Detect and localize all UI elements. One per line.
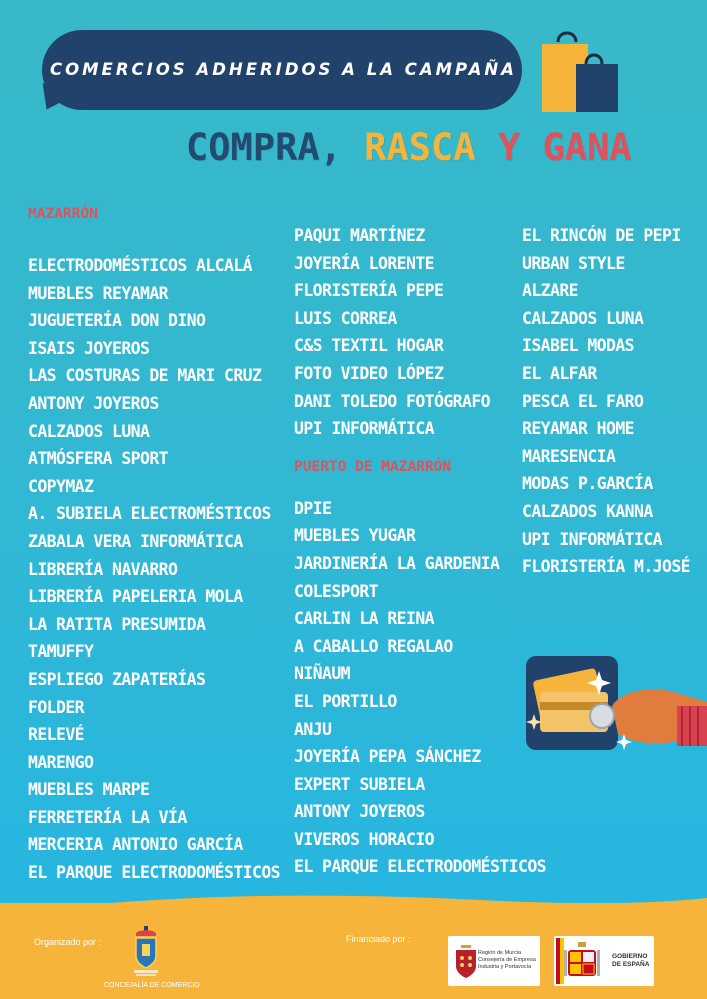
section-heading-puerto: PUERTO DE MAZARRÓN (294, 458, 452, 475)
shop-item: PESCA EL FARO (522, 391, 644, 411)
shop-item: NIÑAUM (294, 664, 351, 684)
financed-by-label: Financiado por : (346, 934, 411, 944)
shop-item: VIVEROS HORACIO (294, 829, 435, 849)
shop-item: TAMUFFY (28, 642, 94, 662)
shop-item: JOYERÍA LORENTE (294, 253, 435, 273)
shop-item: LIBRERÍA PAPELERIA MOLA (28, 587, 243, 607)
campaign-title (186, 126, 632, 169)
shop-item: LAS COSTURAS DE MARI CRUZ (28, 366, 262, 386)
shop-item: ESPLIEGO ZAPATERÍAS (28, 669, 206, 689)
shop-item: DANI TOLEDO FOTÓGRAFO (294, 391, 491, 411)
shop-list-puerto-cont (522, 222, 690, 581)
shop-item: LIBRERÍA NAVARRO (28, 559, 178, 579)
gobierno-espana-logo (554, 936, 654, 986)
shop-item: CALZADOS LUNA (28, 421, 150, 441)
shop-item: COPYMAZ (28, 476, 94, 496)
card-payment-icon (522, 650, 707, 760)
region-murcia-logo (448, 936, 540, 986)
shop-item: ANJU (294, 719, 332, 739)
shop-item: EL PARQUE ELECTRODOMÉSTICOS (28, 863, 281, 883)
shop-item: PAQUI MARTÍNEZ (294, 226, 425, 245)
murcia-crest-icon (453, 942, 479, 980)
shop-item: MUEBLES YUGAR (294, 526, 416, 546)
column-mazarron (28, 206, 280, 887)
shop-list-puerto (294, 495, 546, 881)
shop-item: FLORISTERÍA M.JOSÉ (522, 557, 691, 577)
shop-item: DPIE (294, 498, 332, 518)
shop-list-mazarron-cont (294, 222, 546, 443)
shop-item: JOYERÍA PEPA SÁNCHEZ (294, 747, 481, 767)
organizer-name: CONCEJALÍA DE COMERCIO (104, 982, 200, 989)
shop-item: EL ALFAR (522, 363, 597, 383)
shop-item: LA RATITA PRESUMIDA (28, 614, 206, 634)
shop-item: MUEBLES REYAMAR (28, 283, 169, 303)
section-heading-mazarron: MAZARRÓN (28, 206, 98, 222)
shop-item: MERCERIA ANTONIO GARCÍA (28, 835, 243, 855)
shopping-bags-icon (536, 28, 626, 118)
shop-item: UPI INFORMÁTICA (294, 419, 435, 439)
title-word-rasca: RASCA (364, 126, 476, 169)
shop-item: MODAS P.GARCÍA (522, 474, 653, 494)
spain-coat-of-arms-icon (556, 938, 610, 984)
column-middle (294, 222, 546, 881)
campaign-subtitle: COMERCIOS ADHERIDOS A LA CAMPAÑA (50, 60, 517, 79)
shop-item: EXPERT SUBIELA (294, 774, 425, 794)
shop-item: ANTONY JOYEROS (294, 802, 425, 822)
gobierno-logo-text: GOBIERNO DE ESPAÑA (612, 953, 650, 968)
shop-item: FERRETERÍA LA VÍA (28, 807, 187, 827)
shop-item: ISABEL MODAS (522, 336, 635, 356)
shop-item: LUIS CORREA (294, 308, 397, 328)
shop-item: ATMÓSFERA SPORT (28, 449, 169, 469)
title-word-compra: COMPRA, (186, 126, 342, 169)
shop-item: MARESENCIA (522, 446, 616, 466)
shop-item: JUGUETERÍA DON DINO (28, 311, 206, 331)
shop-item: ZABALA VERA INFORMÁTICA (28, 531, 243, 551)
shop-item: URBAN STYLE (522, 253, 625, 273)
shop-item: EL PARQUE ELECTRODOMÉSTICOS (294, 857, 547, 877)
shop-item: COLESPORT (294, 581, 379, 601)
shop-item: ELECTRODOMÉSTICOS ALCALÁ (28, 256, 253, 275)
shop-item: ALZARE (522, 281, 579, 301)
shop-item: CALZADOS KANNA (522, 501, 653, 521)
shop-item: MARENGO (28, 752, 94, 772)
shop-item: EL PORTILLO (294, 691, 397, 711)
shop-item: ANTONY JOYEROS (28, 393, 159, 413)
murcia-logo-text: Región de Murcia Consejería de Empresa Industria y Portavocía (478, 950, 536, 970)
shop-item: C&S TEXTIL HOGAR (294, 336, 444, 356)
column-right (522, 222, 690, 581)
shop-item: UPI INFORMÁTICA (522, 529, 663, 549)
shop-item: REYAMAR HOME (522, 419, 635, 439)
shop-item: ISAIS JOYEROS (28, 338, 150, 358)
mazarron-crest-logo (130, 926, 162, 978)
title-word-y-gana: Y GANA (497, 126, 632, 169)
shop-item: EL RINCÓN DE PEPI (522, 226, 681, 245)
shop-item: FLORISTERÍA PEPE (294, 281, 444, 301)
shop-item: CARLIN LA REINA (294, 609, 435, 629)
shop-item: FOLDER (28, 697, 85, 717)
shop-item: RELEVÉ (28, 725, 85, 745)
shop-item: CALZADOS LUNA (522, 308, 644, 328)
shop-item: JARDINERÍA LA GARDENIA (294, 553, 500, 573)
shop-item: FOTO VIDEO LÓPEZ (294, 363, 444, 383)
shop-item: A. SUBIELA ELECTROMÉSTICOS (28, 504, 271, 524)
shop-item: MUEBLES MARPE (28, 780, 150, 800)
organized-by-label: Organizado por : (34, 937, 102, 947)
shop-list-mazarron (28, 252, 280, 887)
shop-item: A CABALLO REGALAO (294, 636, 453, 656)
